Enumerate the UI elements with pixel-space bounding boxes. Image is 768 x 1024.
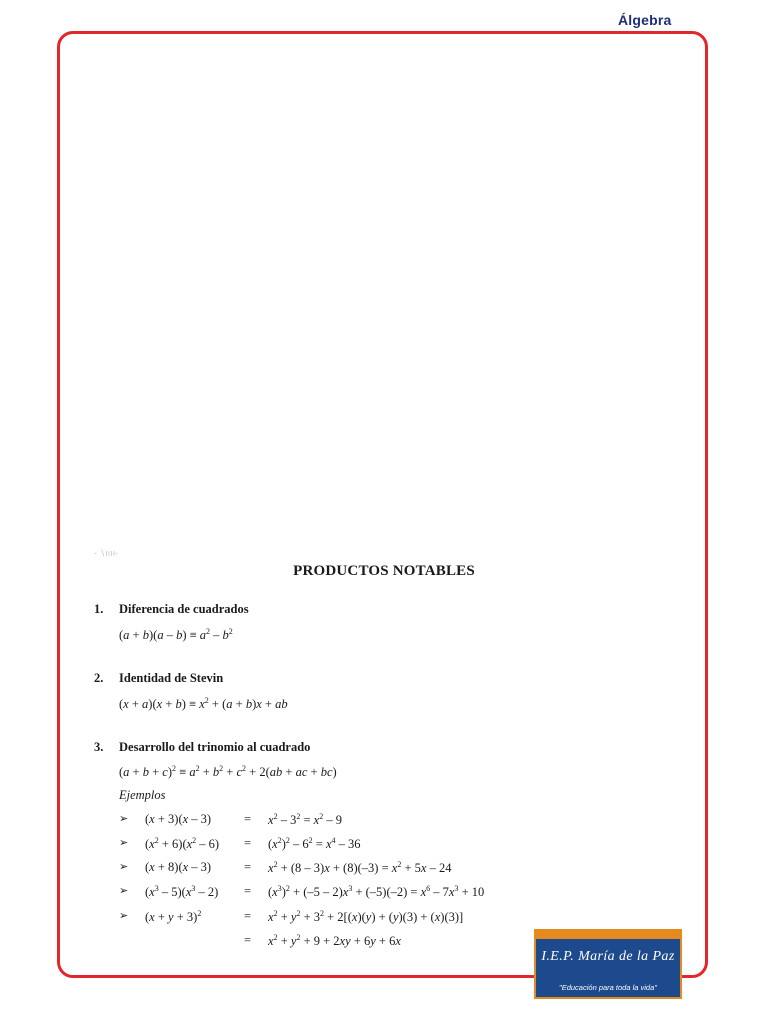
section-heading: Diferencia de cuadrados xyxy=(119,602,249,616)
example-expression: $(x + y + 3)^2$ xyxy=(145,909,202,925)
school-logo xyxy=(534,929,682,999)
section-number: 1. xyxy=(94,602,104,616)
example-row xyxy=(0,812,768,830)
arrow-bullet-icon: ➢ xyxy=(119,885,129,897)
example-result: $x^2 + y^2 + 9 + 2xy + 6y + 6x$ xyxy=(268,933,401,949)
logo-school-name: I.E.P. María de la Paz xyxy=(541,949,675,964)
section-number: 2. xyxy=(94,671,104,685)
example-row xyxy=(0,860,768,878)
example-row xyxy=(0,884,768,902)
example-expression: (x + 8)(x – 3) xyxy=(145,860,212,874)
section-heading: Identidad de Stevin xyxy=(119,671,224,685)
example-row xyxy=(0,836,768,854)
arrow-bullet-icon: ➢ xyxy=(119,861,129,873)
example-row xyxy=(0,909,768,927)
section-heading: Desarrollo del trinomio al cuadrado xyxy=(119,740,311,754)
page-title: PRODUCTOS NOTABLES xyxy=(293,563,475,579)
logo-motto: "Educación para toda la vida" xyxy=(559,983,657,992)
example-result: $x^2 - 3^2 = x^2 - 9$ xyxy=(268,812,342,828)
example-equals: = xyxy=(244,909,252,923)
formula-trinomial-square: $(a + b + c)^2 \equiv a^2 + b^2 + c^2 + 2(ab$ + ac + bc) xyxy=(119,764,337,780)
arrow-bullet-icon: ➢ xyxy=(119,813,129,825)
section-number: 3. xyxy=(94,740,104,754)
example-result: $(x^3)^2 + (-5 - 2)x^3 + (-5)(-2) = x^6 - 7x^3 + 10$ xyxy=(268,884,485,900)
example-equals: = xyxy=(244,884,252,898)
formula-difference-of-squares: $(a + b)(a - b) \equiv a^2 - b^2$ xyxy=(119,627,233,643)
example-result: $x^2 + y^2 + 3^2 + 2[(x)(y) + (y)(3) + (x)(3)]$ xyxy=(268,909,464,925)
example-equals: = xyxy=(244,836,252,850)
header-subject: Álgebra xyxy=(618,12,672,28)
example-expression: (x + 3)(x – 3) xyxy=(145,812,212,826)
example-equals: = xyxy=(244,860,252,874)
arrow-bullet-icon: ➢ xyxy=(119,837,129,849)
example-equals: = xyxy=(244,812,252,826)
example-result: $(x^2)^2 - 6^2 = x^4 - 36$ xyxy=(268,836,361,852)
examples-label: Ejemplos xyxy=(119,788,166,802)
arrow-bullet-icon: ➢ xyxy=(119,910,129,922)
logo-stripe xyxy=(536,931,682,939)
example-result: $x^2 + (8 - 3)x + (8)(-3) = x^2 + 5x - 24$ xyxy=(268,860,452,876)
example-equals: = xyxy=(244,933,252,947)
example-expression: $(x^3 - 5)(x^3 - 2)$ xyxy=(145,884,219,900)
example-expression: $(x^2 + 6)(x^2 - 6)$ xyxy=(145,836,220,852)
faint-mark: - ∖ıııı- xyxy=(94,548,119,558)
formula-stevin-identity: $(x + a)(x + b) \equiv x^2 + (a + b)x$ + ab xyxy=(119,696,288,712)
